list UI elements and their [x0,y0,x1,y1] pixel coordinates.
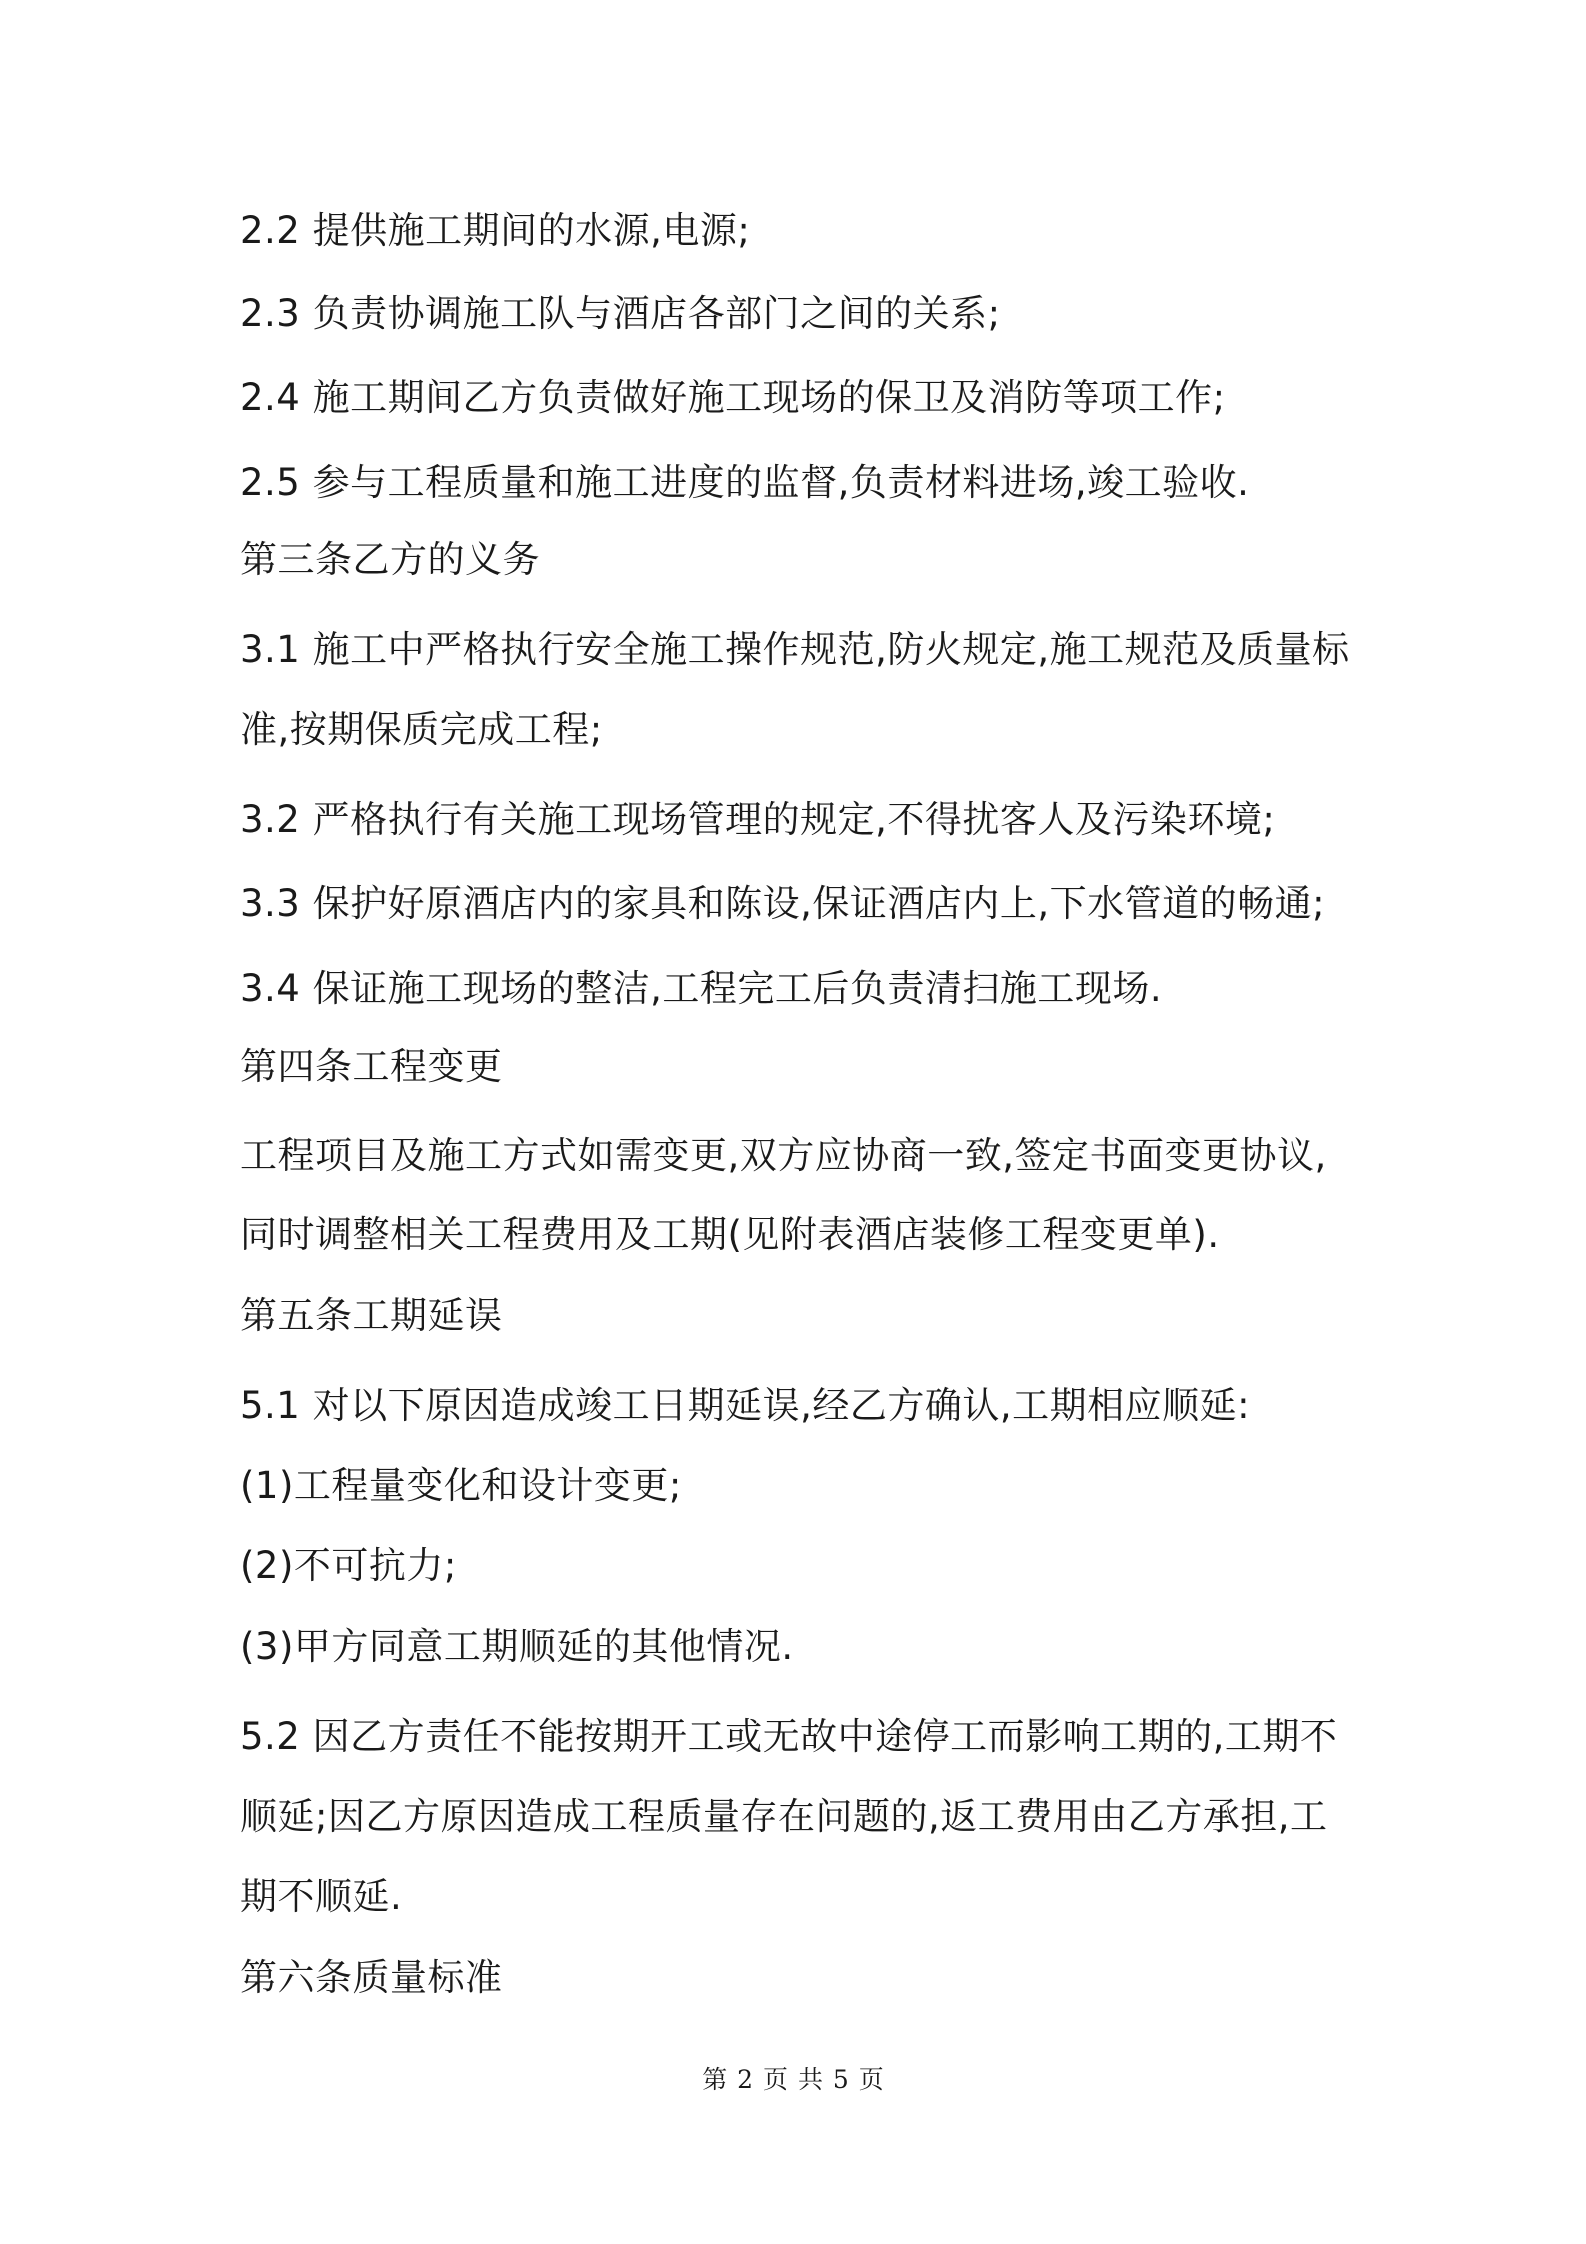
clause-2-4: 2.4 施工期间乙方负责做好施工现场的保卫及消防等项工作; [240,376,1226,419]
section-heading-5: 第五条工期延误 [240,1294,503,1337]
clause-4-line-2: 同时调整相关工程费用及工期(见附表酒店装修工程变更单). [240,1213,1220,1256]
clause-5-2-line-3: 期不顺延. [240,1875,403,1918]
clause-5-2-line-2: 顺延;因乙方原因造成工程质量存在问题的,返工费用由乙方承担,工 [240,1795,1328,1838]
clause-3-1-line-2: 准,按期保质完成工程; [240,708,603,751]
clause-2-2: 2.2 提供施工期间的水源,电源; [240,209,751,252]
clause-5-1-item-2: (2)不可抗力; [240,1544,457,1587]
page-number-footer: 第 2 页 共 5 页 [702,2065,884,2094]
clause-5-1: 5.1 对以下原因造成竣工日期延误,经乙方确认,工期相应顺延: [240,1384,1251,1427]
clause-5-2-line-1: 5.2 因乙方责任不能按期开工或无故中途停工而影响工期的,工期不 [240,1715,1338,1758]
clause-2-3: 2.3 负责协调施工队与酒店各部门之间的关系; [240,292,1001,335]
clause-3-4: 3.4 保证施工现场的整洁,工程完工后负责清扫施工现场. [240,967,1163,1010]
section-heading-3: 第三条乙方的义务 [240,538,540,581]
clause-3-1-line-1: 3.1 施工中严格执行安全施工操作规范,防火规定,施工规范及质量标 [240,628,1350,671]
clause-4-line-1: 工程项目及施工方式如需变更,双方应协商一致,签定书面变更协议, [240,1134,1327,1177]
section-heading-4: 第四条工程变更 [240,1045,503,1088]
clause-5-1-item-3: (3)甲方同意工期顺延的其他情况. [240,1625,794,1668]
clause-5-1-item-1: (1)工程量变化和设计变更; [240,1464,682,1507]
clause-3-2: 3.2 严格执行有关施工现场管理的规定,不得扰客人及污染环境; [240,798,1276,841]
clause-2-5: 2.5 参与工程质量和施工进度的监督,负责材料进场,竣工验收. [240,461,1250,504]
section-heading-6: 第六条质量标准 [240,1956,503,1999]
clause-3-3: 3.3 保护好原酒店内的家具和陈设,保证酒店内上,下水管道的畅通; [240,882,1326,925]
